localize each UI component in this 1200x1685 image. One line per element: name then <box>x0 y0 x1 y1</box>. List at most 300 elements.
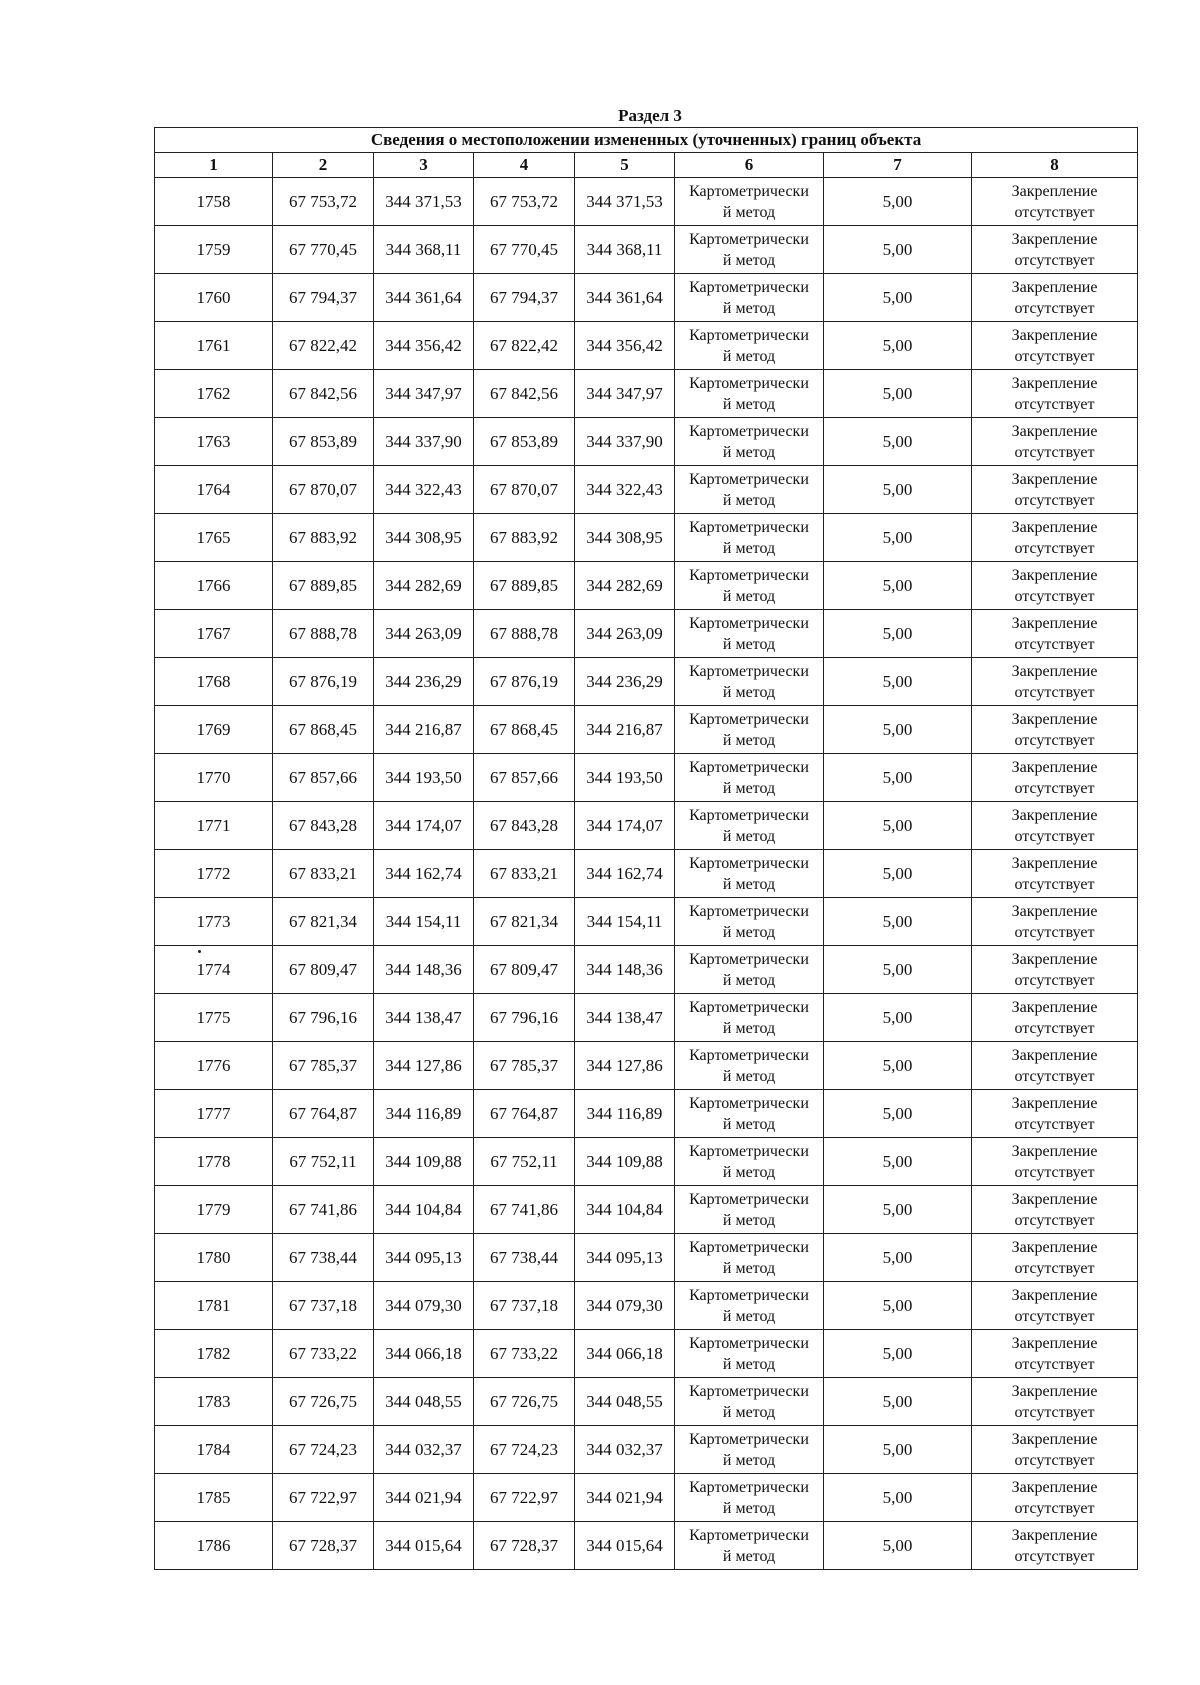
point-number-cell: 1770 <box>155 754 273 802</box>
method-text-line: й метод <box>722 1163 776 1181</box>
fixing-text-line: Закрепление <box>1011 1190 1098 1208</box>
x-refined-cell: 67 857,66 <box>474 754 575 802</box>
precision-cell: 5,00 <box>824 466 972 514</box>
y-existing-cell: 344 109,88 <box>374 1138 474 1186</box>
point-number-cell: 1766 <box>155 562 273 610</box>
fixing-text-line: отсутствует <box>1014 395 1095 413</box>
fixing-text-line: отсутствует <box>1014 1163 1095 1181</box>
fixing-text-line: Закрепление <box>1011 1334 1098 1352</box>
x-existing-cell: 67 724,23 <box>273 1426 374 1474</box>
fixing-text-line: отсутствует <box>1014 971 1095 989</box>
fixing-text-line: отсутствует <box>1014 539 1095 557</box>
x-refined-cell: 67 726,75 <box>474 1378 575 1426</box>
fixing-text-line: Закрепление <box>1011 566 1098 584</box>
method-cell <box>675 1138 824 1186</box>
precision-cell: 5,00 <box>824 754 972 802</box>
method-cell <box>675 226 824 274</box>
y-refined-cell: 344 021,94 <box>575 1474 675 1522</box>
x-refined-cell: 67 770,45 <box>474 226 575 274</box>
fixing-description-cell <box>972 850 1138 898</box>
method-text-line: й метод <box>722 1451 776 1469</box>
method-text-line: Картометрически <box>689 662 809 680</box>
y-existing-cell: 344 138,47 <box>374 994 474 1042</box>
table-row <box>155 1522 1138 1570</box>
point-number-cell: 1768 <box>155 658 273 706</box>
method-cell <box>675 658 824 706</box>
precision-cell: 5,00 <box>824 1426 972 1474</box>
y-existing-cell: 344 154,11 <box>374 898 474 946</box>
y-existing-cell: 344 263,09 <box>374 610 474 658</box>
fixing-description-cell <box>972 226 1138 274</box>
point-number-cell: 1773 <box>155 898 273 946</box>
y-refined-cell: 344 162,74 <box>575 850 675 898</box>
fixing-description-cell <box>972 994 1138 1042</box>
x-refined-cell: 67 842,56 <box>474 370 575 418</box>
method-cell <box>675 418 824 466</box>
method-text-line: й метод <box>722 1307 776 1325</box>
method-text-line: Картометрически <box>689 422 809 440</box>
precision-cell: 5,00 <box>824 898 972 946</box>
fixing-text-line: отсутствует <box>1014 587 1095 605</box>
table-body <box>155 178 1138 1570</box>
method-cell <box>675 754 824 802</box>
fixing-description-cell <box>972 1042 1138 1090</box>
method-cell <box>675 706 824 754</box>
precision-cell: 5,00 <box>824 1378 972 1426</box>
method-cell <box>675 274 824 322</box>
method-text-line: й метод <box>722 875 776 893</box>
table-row <box>155 418 1138 466</box>
method-cell <box>675 1090 824 1138</box>
x-refined-cell: 67 724,23 <box>474 1426 575 1474</box>
precision-cell: 5,00 <box>824 610 972 658</box>
y-existing-cell: 344 322,43 <box>374 466 474 514</box>
x-existing-cell: 67 722,97 <box>273 1474 374 1522</box>
precision-cell: 5,00 <box>824 418 972 466</box>
precision-cell: 5,00 <box>824 274 972 322</box>
fixing-description-cell <box>972 322 1138 370</box>
table-row <box>155 850 1138 898</box>
fixing-text-line: отсутствует <box>1014 1259 1095 1277</box>
method-cell <box>675 610 824 658</box>
y-existing-cell: 344 308,95 <box>374 514 474 562</box>
y-refined-cell: 344 337,90 <box>575 418 675 466</box>
method-cell <box>675 994 824 1042</box>
point-number-cell: 1762 <box>155 370 273 418</box>
point-number-cell: 1776 <box>155 1042 273 1090</box>
precision-cell: 5,00 <box>824 1282 972 1330</box>
fixing-description-cell <box>972 274 1138 322</box>
x-existing-cell: 67 764,87 <box>273 1090 374 1138</box>
point-number-cell: 1779 <box>155 1186 273 1234</box>
x-refined-cell: 67 737,18 <box>474 1282 575 1330</box>
x-existing-cell: 67 794,37 <box>273 274 374 322</box>
fixing-description-cell <box>972 418 1138 466</box>
table-row <box>155 1378 1138 1426</box>
precision-cell: 5,00 <box>824 514 972 562</box>
table-row <box>155 610 1138 658</box>
fixing-description-cell <box>972 466 1138 514</box>
method-text-line: Картометрически <box>689 326 809 344</box>
x-refined-cell: 67 764,87 <box>474 1090 575 1138</box>
fixing-description-cell <box>972 1090 1138 1138</box>
fixing-description-cell <box>972 1330 1138 1378</box>
point-number-cell: 1758 <box>155 178 273 226</box>
table-row <box>155 802 1138 850</box>
y-existing-cell: 344 282,69 <box>374 562 474 610</box>
table-row <box>155 754 1138 802</box>
precision-cell: 5,00 <box>824 322 972 370</box>
method-text-line: й метод <box>722 1547 776 1565</box>
fixing-text-line: отсутствует <box>1014 923 1095 941</box>
x-existing-cell: 67 888,78 <box>273 610 374 658</box>
fixing-text-line: Закрепление <box>1011 422 1098 440</box>
fixing-text-line: Закрепление <box>1011 758 1098 776</box>
precision-cell: 5,00 <box>824 706 972 754</box>
fixing-description-cell <box>972 706 1138 754</box>
table-row <box>155 226 1138 274</box>
point-number-cell: 1767 <box>155 610 273 658</box>
table-row <box>155 322 1138 370</box>
point-number-cell: 1786 <box>155 1522 273 1570</box>
precision-cell: 5,00 <box>824 562 972 610</box>
fixing-text-line: отсутствует <box>1014 1403 1095 1421</box>
table-row <box>155 1474 1138 1522</box>
y-existing-cell: 344 116,89 <box>374 1090 474 1138</box>
x-existing-cell: 67 843,28 <box>273 802 374 850</box>
fixing-text-line: Закрепление <box>1011 614 1098 632</box>
y-refined-cell: 344 193,50 <box>575 754 675 802</box>
y-refined-cell: 344 368,11 <box>575 226 675 274</box>
fixing-description-cell <box>972 1282 1138 1330</box>
table-caption: Сведения о местоположении измененных (уточненных) границ объекта <box>155 128 1138 153</box>
x-existing-cell: 67 822,42 <box>273 322 374 370</box>
fixing-text-line: Закрепление <box>1011 854 1098 872</box>
y-existing-cell: 344 021,94 <box>374 1474 474 1522</box>
x-refined-cell: 67 888,78 <box>474 610 575 658</box>
table-row <box>155 1138 1138 1186</box>
fixing-text-line: Закрепление <box>1011 1046 1098 1064</box>
y-existing-cell: 344 127,86 <box>374 1042 474 1090</box>
method-text-line: Картометрически <box>689 182 809 200</box>
table-row <box>155 1426 1138 1474</box>
y-existing-cell: 344 032,37 <box>374 1426 474 1474</box>
x-existing-cell: 67 883,92 <box>273 514 374 562</box>
fixing-description-cell <box>972 1186 1138 1234</box>
precision-cell: 5,00 <box>824 1234 972 1282</box>
y-refined-cell: 344 308,95 <box>575 514 675 562</box>
table-row <box>155 946 1138 994</box>
point-number-cell: 1764 <box>155 466 273 514</box>
x-existing-cell: 67 870,07 <box>273 466 374 514</box>
method-text-line: й метод <box>722 443 776 461</box>
y-existing-cell: 344 104,84 <box>374 1186 474 1234</box>
fixing-text-line: отсутствует <box>1014 1451 1095 1469</box>
precision-cell: 5,00 <box>824 370 972 418</box>
y-existing-cell: 344 236,29 <box>374 658 474 706</box>
x-existing-cell: 67 741,86 <box>273 1186 374 1234</box>
y-refined-cell: 344 015,64 <box>575 1522 675 1570</box>
x-refined-cell: 67 753,72 <box>474 178 575 226</box>
x-refined-cell: 67 876,19 <box>474 658 575 706</box>
table-row <box>155 1234 1138 1282</box>
method-text-line: й метод <box>722 1211 776 1229</box>
fixing-text-line: отсутствует <box>1014 635 1095 653</box>
method-cell <box>675 1282 824 1330</box>
method-text-line: й метод <box>722 539 776 557</box>
method-text-line: й метод <box>722 1067 776 1085</box>
y-existing-cell: 344 015,64 <box>374 1522 474 1570</box>
x-refined-cell: 67 796,16 <box>474 994 575 1042</box>
fixing-text-line: отсутствует <box>1014 443 1095 461</box>
method-cell <box>675 802 824 850</box>
method-cell <box>675 1042 824 1090</box>
point-number-cell: 1771 <box>155 802 273 850</box>
y-refined-cell: 344 148,36 <box>575 946 675 994</box>
x-existing-cell: 67 876,19 <box>273 658 374 706</box>
column-number: 6 <box>675 153 824 178</box>
section-title: Раздел 3 <box>618 106 682 125</box>
precision-cell: 5,00 <box>824 1330 972 1378</box>
table-row <box>155 274 1138 322</box>
boundary-coordinates-table <box>154 127 1138 1570</box>
x-existing-cell: 67 821,34 <box>273 898 374 946</box>
x-existing-cell: 67 738,44 <box>273 1234 374 1282</box>
fixing-text-line: Закрепление <box>1011 1094 1098 1112</box>
method-text-line: Картометрически <box>689 1286 809 1304</box>
method-cell <box>675 946 824 994</box>
fixing-text-line: Закрепление <box>1011 1526 1098 1544</box>
y-refined-cell: 344 361,64 <box>575 274 675 322</box>
y-existing-cell: 344 079,30 <box>374 1282 474 1330</box>
fixing-text-line: отсутствует <box>1014 1115 1095 1133</box>
method-text-line: Картометрически <box>689 278 809 296</box>
method-text-line: й метод <box>722 491 776 509</box>
method-text-line: Картометрически <box>689 902 809 920</box>
method-cell <box>675 1330 824 1378</box>
fixing-text-line: отсутствует <box>1014 1355 1095 1373</box>
method-text-line: й метод <box>722 731 776 749</box>
x-existing-cell: 67 809,47 <box>273 946 374 994</box>
fixing-text-line: отсутствует <box>1014 347 1095 365</box>
method-text-line: Картометрически <box>689 614 809 632</box>
fixing-description-cell <box>972 562 1138 610</box>
x-existing-cell: 67 868,45 <box>273 706 374 754</box>
y-refined-cell: 344 066,18 <box>575 1330 675 1378</box>
y-refined-cell: 344 347,97 <box>575 370 675 418</box>
method-text-line: Картометрически <box>689 374 809 392</box>
fixing-description-cell <box>972 370 1138 418</box>
fixing-text-line: Закрепление <box>1011 326 1098 344</box>
fixing-description-cell <box>972 1138 1138 1186</box>
y-refined-cell: 344 127,86 <box>575 1042 675 1090</box>
method-text-line: Картометрически <box>689 1382 809 1400</box>
x-refined-cell: 67 870,07 <box>474 466 575 514</box>
precision-cell: 5,00 <box>824 1042 972 1090</box>
point-number-cell: 1780 <box>155 1234 273 1282</box>
method-cell <box>675 562 824 610</box>
fixing-text-line: отсутствует <box>1014 491 1095 509</box>
precision-cell: 5,00 <box>824 850 972 898</box>
fixing-text-line: Закрепление <box>1011 1478 1098 1496</box>
point-number-cell: 1772 <box>155 850 273 898</box>
method-text-line: Картометрически <box>689 854 809 872</box>
method-text-line: й метод <box>722 1115 776 1133</box>
y-existing-cell: 344 337,90 <box>374 418 474 466</box>
point-number-cell: 1782 <box>155 1330 273 1378</box>
fixing-text-line: Закрепление <box>1011 374 1098 392</box>
table-row <box>155 1090 1138 1138</box>
method-text-line: й метод <box>722 299 776 317</box>
method-text-line: й метод <box>722 1403 776 1421</box>
method-text-line: Картометрически <box>689 998 809 1016</box>
method-cell <box>675 1426 824 1474</box>
x-refined-cell: 67 733,22 <box>474 1330 575 1378</box>
fixing-text-line: Закрепление <box>1011 662 1098 680</box>
fixing-description-cell <box>972 610 1138 658</box>
fixing-text-line: отсутствует <box>1014 875 1095 893</box>
method-text-line: й метод <box>722 203 776 221</box>
y-refined-cell: 344 116,89 <box>575 1090 675 1138</box>
x-existing-cell: 67 770,45 <box>273 226 374 274</box>
x-refined-cell: 67 752,11 <box>474 1138 575 1186</box>
x-refined-cell: 67 883,92 <box>474 514 575 562</box>
y-existing-cell: 344 048,55 <box>374 1378 474 1426</box>
method-cell <box>675 898 824 946</box>
y-refined-cell: 344 371,53 <box>575 178 675 226</box>
x-refined-cell: 67 833,21 <box>474 850 575 898</box>
method-text-line: Картометрически <box>689 470 809 488</box>
table-row <box>155 1282 1138 1330</box>
table-row <box>155 994 1138 1042</box>
table-row <box>155 466 1138 514</box>
x-refined-cell: 67 728,37 <box>474 1522 575 1570</box>
y-refined-cell: 344 138,47 <box>575 994 675 1042</box>
method-cell <box>675 466 824 514</box>
method-text-line: Картометрически <box>689 230 809 248</box>
fixing-text-line: отсутствует <box>1014 1499 1095 1517</box>
fixing-description-cell <box>972 1474 1138 1522</box>
scan-speck <box>198 950 201 953</box>
point-number-cell: 1763 <box>155 418 273 466</box>
fixing-text-line: отсутствует <box>1014 1547 1095 1565</box>
table-row <box>155 178 1138 226</box>
column-number-row <box>155 153 1138 178</box>
x-refined-cell: 67 738,44 <box>474 1234 575 1282</box>
x-existing-cell: 67 737,18 <box>273 1282 374 1330</box>
fixing-description-cell <box>972 1234 1138 1282</box>
precision-cell: 5,00 <box>824 658 972 706</box>
method-text-line: Картометрически <box>689 758 809 776</box>
fixing-text-line: Закрепление <box>1011 1286 1098 1304</box>
table-row <box>155 706 1138 754</box>
y-refined-cell: 344 104,84 <box>575 1186 675 1234</box>
method-cell <box>675 1234 824 1282</box>
x-refined-cell: 67 853,89 <box>474 418 575 466</box>
x-refined-cell: 67 889,85 <box>474 562 575 610</box>
x-existing-cell: 67 842,56 <box>273 370 374 418</box>
point-number-cell: 1769 <box>155 706 273 754</box>
fixing-text-line: Закрепление <box>1011 950 1098 968</box>
fixing-text-line: отсутствует <box>1014 299 1095 317</box>
point-number-cell: 1765 <box>155 514 273 562</box>
method-text-line: Картометрически <box>689 1142 809 1160</box>
method-text-line: Картометрически <box>689 1190 809 1208</box>
column-number: 8 <box>972 153 1138 178</box>
method-text-line: й метод <box>722 827 776 845</box>
precision-cell: 5,00 <box>824 1522 972 1570</box>
method-text-line: Картометрически <box>689 1526 809 1544</box>
method-text-line: й метод <box>722 683 776 701</box>
precision-cell: 5,00 <box>824 1138 972 1186</box>
method-text-line: Картометрически <box>689 1334 809 1352</box>
x-refined-cell: 67 868,45 <box>474 706 575 754</box>
x-refined-cell: 67 785,37 <box>474 1042 575 1090</box>
precision-cell: 5,00 <box>824 178 972 226</box>
method-cell <box>675 322 824 370</box>
precision-cell: 5,00 <box>824 946 972 994</box>
y-existing-cell: 344 371,53 <box>374 178 474 226</box>
column-number: 2 <box>273 153 374 178</box>
point-number-cell: 1760 <box>155 274 273 322</box>
method-text-line: й метод <box>722 347 776 365</box>
fixing-text-line: отсутствует <box>1014 1067 1095 1085</box>
y-existing-cell: 344 174,07 <box>374 802 474 850</box>
method-text-line: Картометрически <box>689 1094 809 1112</box>
y-refined-cell: 344 048,55 <box>575 1378 675 1426</box>
fixing-text-line: отсутствует <box>1014 1019 1095 1037</box>
column-number: 4 <box>474 153 575 178</box>
x-existing-cell: 67 728,37 <box>273 1522 374 1570</box>
fixing-text-line: отсутствует <box>1014 203 1095 221</box>
method-cell <box>675 1522 824 1570</box>
table-row <box>155 898 1138 946</box>
precision-cell: 5,00 <box>824 994 972 1042</box>
method-text-line: Картометрически <box>689 1430 809 1448</box>
fixing-text-line: отсутствует <box>1014 827 1095 845</box>
y-existing-cell: 344 095,13 <box>374 1234 474 1282</box>
point-number-cell: 1778 <box>155 1138 273 1186</box>
method-text-line: Картометрически <box>689 806 809 824</box>
x-existing-cell: 67 726,75 <box>273 1378 374 1426</box>
point-number-cell: 1774 <box>155 946 273 994</box>
x-existing-cell: 67 853,89 <box>273 418 374 466</box>
y-refined-cell: 344 079,30 <box>575 1282 675 1330</box>
point-number-cell: 1775 <box>155 994 273 1042</box>
method-cell <box>675 178 824 226</box>
y-existing-cell: 344 361,64 <box>374 274 474 322</box>
fixing-description-cell <box>972 178 1138 226</box>
fixing-text-line: Закрепление <box>1011 806 1098 824</box>
y-refined-cell: 344 322,43 <box>575 466 675 514</box>
x-existing-cell: 67 857,66 <box>273 754 374 802</box>
fixing-text-line: отсутствует <box>1014 683 1095 701</box>
fixing-description-cell <box>972 802 1138 850</box>
method-cell <box>675 514 824 562</box>
method-cell <box>675 850 824 898</box>
y-existing-cell: 344 148,36 <box>374 946 474 994</box>
method-text-line: й метод <box>722 587 776 605</box>
method-cell <box>675 1186 824 1234</box>
method-text-line: й метод <box>722 779 776 797</box>
fixing-description-cell <box>972 1426 1138 1474</box>
x-existing-cell: 67 733,22 <box>273 1330 374 1378</box>
x-refined-cell: 67 794,37 <box>474 274 575 322</box>
fixing-text-line: Закрепление <box>1011 998 1098 1016</box>
fixing-text-line: Закрепление <box>1011 1430 1098 1448</box>
table-row <box>155 1042 1138 1090</box>
method-text-line: Картометрически <box>689 950 809 968</box>
